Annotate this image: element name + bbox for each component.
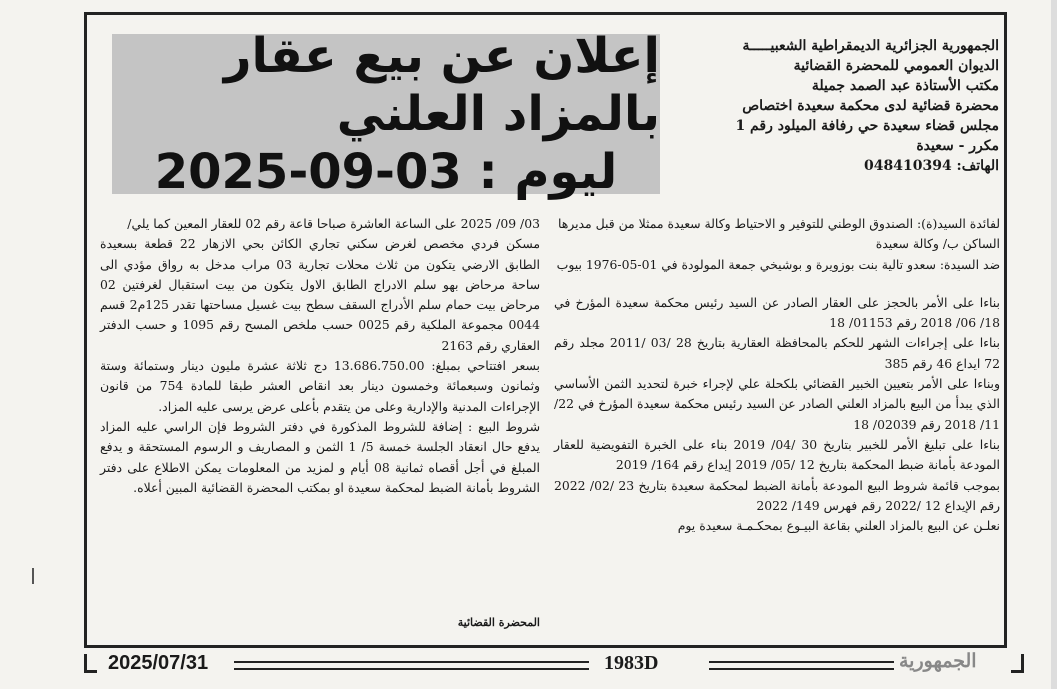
page-footer: [84, 650, 1024, 676]
left-column: [100, 214, 540, 498]
paragraph: ضد السيدة: سعدو تالية بنت بوزويرة و بوشيخي جمعة المولودة في 01-05-1976 بيوب: [556, 256, 1000, 272]
header-line: الجمهورية الجزائرية الديمقراطية الشعبيـــــة: [742, 38, 999, 54]
footer-rule: [709, 661, 894, 670]
auction-date: ليوم : 03-09-2025: [154, 144, 618, 200]
page-edge: [1051, 0, 1057, 689]
footer-date: 2025/07/31: [108, 652, 209, 674]
paragraph: نعلـن عن البيع بالمزاد العلني بقاعة البيـوع بمحكـمـة سعيدة يوم: [677, 518, 1000, 534]
announcement-title: إعلان عن بيع عقار بالمزاد العلني: [223, 28, 660, 142]
header-line: مكتب الأستاذة عبد الصمد جميلة: [811, 78, 999, 94]
header-line: الديوان العمومي للمحضرة القضائية: [793, 58, 999, 74]
paragraph: 03/ 09/ 2025 على الساعة العاشرة صباحا قاعة رقم 02 للعقار المعين كما يلي/: [127, 216, 540, 231]
issuer-header: [669, 36, 999, 176]
footer-number: 1983D: [604, 652, 659, 674]
right-column: [554, 214, 1000, 536]
paragraph: شروط البيع : إضافة للشروط المذكورة في دفتر الشروط فإن الراسي عليه المزاد يدفع حال انعقاد الجلسة خمسة 5/ 1 الثمن و المصاريف و الرسوم المستحقة و يدفع المبلغ في أجل أقصاه ثمانية 08 أيام و لمزيد من المعلومات يمكن الاطلاع على دفتر الشروط بأمانة الضبط لمحكمة سعيدة او بمكتب المحضرة القضائية المبين أعلاه.: [100, 418, 540, 495]
paragraph: بموجب قائمة شروط البيع المودعة بأمانة الضبط لمحكمة سعيدة بتاريخ 23 /02/ 2022 رقم الإيداع 12 /2022 رقم فهرس 149/ 2022: [554, 477, 1000, 513]
header-phone: الهاتف: 048410394: [864, 158, 999, 174]
header-line: محضرة قضائية لدى محكمة سعيدة اختصاص: [742, 98, 999, 114]
header-line: مكرر - سعيدة: [916, 138, 999, 154]
header-line: مجلس قضاء سعيدة حي رفافة الميلود رقم 1: [735, 118, 999, 134]
footer-rule: [234, 661, 589, 670]
spacer: [554, 275, 1000, 293]
paragraph: وبناءا على الأمر بتعيين الخبير القضائي بلكحلة علي لإجراء خبرة لتحديد الثمن الأساسي الذي يبدأ من البيع بالمزاد العلني الصادر عن السيد رئيس محكمة سعيدة المؤرخ في 22/ 11/ 2018 رقم 02039/ 18: [554, 376, 1000, 432]
title-banner: [112, 28, 660, 200]
paragraph: بناءا على الأمر بالحجز على العقار الصادر عن السيد رئيس محكمة سعيدة المؤرخ في 18/ 06/ 2018 رقم 01153/ 18: [554, 294, 1000, 331]
publication-logo: الجمهورية: [899, 650, 977, 672]
footer-bracket-right: [1011, 654, 1024, 673]
paragraph: بناءا على تبليغ الأمر للخبير بتاريخ 30 /04/ 2019 بناء على الخبرة التفويضية للعقار المودعة بأمانة ضبط المحكمة بتاريخ 12 /05/ 2019 إيداع رقم 164/ 2019: [554, 436, 1000, 473]
margin-mark: [32, 568, 34, 584]
paragraph: لفائدة السيد(ة): الصندوق الوطني للتوفير و الاحتياط وكالة سعيدة ممثلا من قبل مديرها: [557, 216, 1000, 231]
paragraph: مسكن فردي مخصص لغرض سكني تجاري الكائن بحي الازهار 22 قطعة بسعيدة الطابق الارضي يتكون من ثلاث محلات تجارية 03 مراب مدخل به رواق مؤدي الى ساحة مرحاض بهو سلم الادراج الطابق الاول يتكون من بيت استقبال لغرفتين 02 مرحاض بيت حمام سلم الأدراج السقف سطح بيت غسيل مساحتها تقدر 125م2 قسم 0044 مجموعة الملكية رقم 0025 حسب ملخص المسح رقم 1095 و حسب الدفتر العقاري رقم 2163: [100, 236, 540, 353]
paragraph: الساكن ب/ وكالة سعيدة: [875, 236, 1000, 252]
signature: المحضرة القضائية: [457, 616, 540, 629]
footer-bracket-left: [84, 654, 97, 673]
paragraph: بسعر افتتاحي بمبلغ: 13.686.750.00 دج ثلاثة عشرة مليون دينار وستمائة وستة وثمانون وسبعمائة وخمسون دينار بعد انقاص العشر طبقا للمادة 754 من قانون الإجراءات المدنية والإدارية وعلى من يتقدم بأعلى عرض يرسى عليه المزاد.: [100, 358, 540, 414]
paragraph: بناءا على إجراءات الشهر للحكم بالمحافظة العقارية بتاريخ 28 /03 /2011 مجلد رقم 72 ايداع 46 رقم 385: [554, 335, 1000, 371]
